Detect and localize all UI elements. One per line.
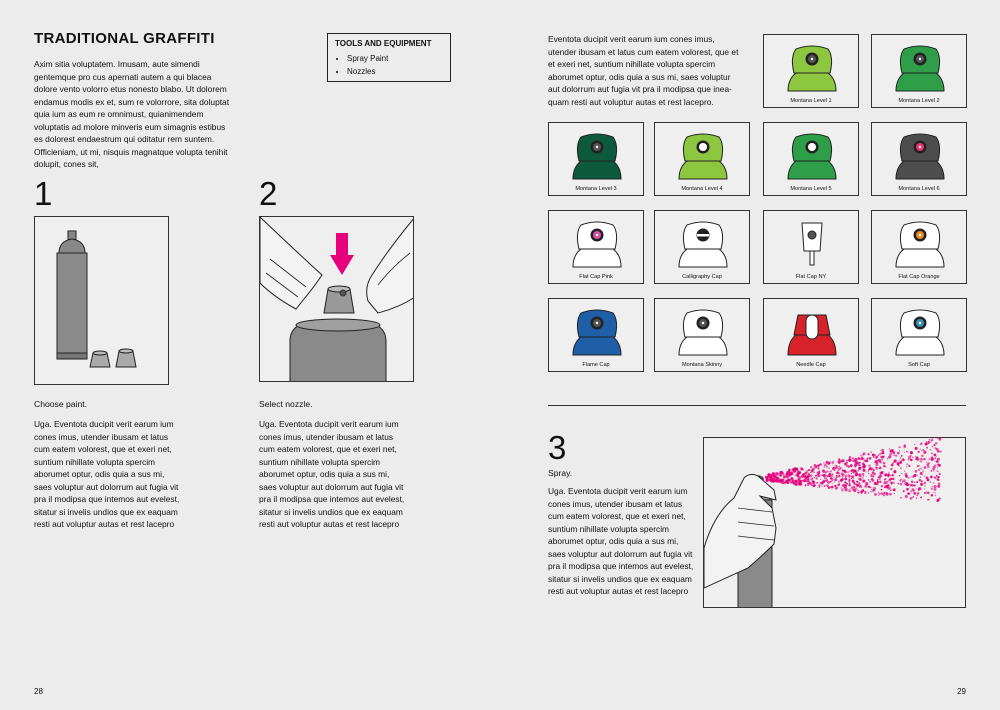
nozzle-cap-label: Soft Cap <box>908 362 930 368</box>
tools-box <box>327 33 451 82</box>
nozzle-cap-label: Montana Skinny <box>681 362 723 368</box>
nozzle-cap-label: Montana Level 4 <box>681 186 723 192</box>
page-title: TRADITIONAL GRAFFITI <box>34 30 215 47</box>
nozzle-cap-label: Calligraphy Cap <box>682 274 722 280</box>
nozzle-cap-card <box>654 210 750 284</box>
nozzle-cap-label: Montana Level 5 <box>790 186 832 192</box>
step-text: Uga. Eventota ducipit verit earum ium cones imus, utender ibusam et latus cum eatem volorest, que et exeri net, suntium nihillate volupta spercim aborumet optur, odis quia a sus mi, saes voluptur aut dolorrum aut fugia vit pra il modipsa que intemos aut evelest, sitatur si invelis undios que ex eaquam resti aut voluptur autas et rest lacepro <box>548 486 694 596</box>
nozzle-cap-card <box>763 34 859 108</box>
nozzle-cap-label: Flat Cap NY <box>795 274 827 280</box>
nozzle-cap-icon <box>567 305 627 361</box>
step-text: Uga. Eventota ducipit verit earum ium cones imus, utender ibusam et latus cum eatem volorest, que et exeri net, suntium nihillate volupta spercim aborumet optur, odis quia a sus mi, saes voluptur aut dolorrum aut fugia vit pra il modipsa que intemos aut evelest, sitatur si invelis undios que ex eaquam resti aut voluptur autas et rest lacepro <box>34 419 180 529</box>
nozzle-cap-label: Flat Cap Pink <box>579 274 613 280</box>
nozzle-cap-icon <box>890 129 950 185</box>
nozzle-cap-icon <box>673 217 733 273</box>
divider <box>548 405 966 406</box>
step-caption: Select nozzle. <box>259 399 313 409</box>
spray-can-illustration <box>34 216 169 385</box>
nozzle-cap-label: Montana Level 6 <box>898 186 940 192</box>
nozzle-illustration <box>259 216 414 382</box>
page-number-left: 28 <box>34 687 43 696</box>
nozzle-cap-card <box>763 210 859 284</box>
nozzle-cap-label: Flame Cap <box>582 362 610 368</box>
nozzle-cap-icon <box>567 217 627 273</box>
right-intro-paragraph: Eventota ducipit verit earum ium cones imus, utender ibusam et latus cum eatem volorest, que et et exeri net, suntium nihillate volupta spercim aborumet optur, odis quia a sus mi, saes voluptur aut dolorrum aut fugia vit pra il modipsa que ineaquam resti aut voluptur autas et rest lacepro. <box>548 34 739 107</box>
intro-paragraph: Axim sitia voluptatem. Imusam, aute simendi gentemque pro cus apernati autem a qui blacea dolore vento volorro etus nonesto blabo. Ut dolorem endamus modis ex et, sum re volorrore, sita doluptat quia ium as eum re omnimust, quianimendem voluptatis ad molore minveris eum simagnis estibus es dolorest endaestrum qui oditatur rem suntem. Officieniam, ut mi, nisquis magnatque volupta tenihit dolupit, cones sit, <box>34 59 230 169</box>
nozzle-cap-card <box>548 298 644 372</box>
nozzle-cap-icon <box>782 305 842 361</box>
tools-list <box>335 52 443 78</box>
nozzle-cap-label: Flat Cap Orange <box>898 274 940 280</box>
nozzle-cap-icon <box>567 129 627 185</box>
nozzle-cap-card <box>654 298 750 372</box>
tools-item: • Spray Paint <box>347 52 443 65</box>
step-caption: Spray. <box>548 468 573 478</box>
nozzle-cap-label: Needle Cap <box>796 362 826 368</box>
nozzle-cap-card <box>763 298 859 372</box>
nozzle-cap-icon <box>890 217 950 273</box>
tools-heading: TOOLS AND EQUIPMENT <box>335 39 432 48</box>
nozzle-cap-label: Montana Level 2 <box>898 98 940 104</box>
nozzle-cap-icon <box>782 129 842 185</box>
step-caption: Choose paint. <box>34 399 88 409</box>
nozzle-cap-card <box>548 122 644 196</box>
spraying-illustration <box>703 437 966 608</box>
nozzle-cap-card <box>654 122 750 196</box>
step-number: 3 <box>548 429 567 466</box>
tools-item: • Nozzles <box>347 65 443 78</box>
step-number: 2 <box>259 175 278 212</box>
nozzle-cap-icon <box>673 305 733 361</box>
nozzle-cap-card <box>763 122 859 196</box>
step-text: Uga. Eventota ducipit verit earum ium cones imus, utender ibusam et latus cum eatem volorest, que et exeri net, suntium nihillate volupta spercim aborumet optur, odis quia a sus mi, saes voluptur aut dolorrum aut fugia vit pra il modipsa que intemos aut evelest, sitatur si invelis undios que ex eaquam resti aut voluptur autas et rest lacepro <box>259 419 405 529</box>
nozzle-cap-icon <box>890 305 950 361</box>
step-number: 1 <box>34 175 53 212</box>
nozzle-cap-icon <box>890 41 950 97</box>
nozzle-cap-icon <box>782 217 842 273</box>
nozzle-cap-card <box>548 210 644 284</box>
nozzle-cap-card <box>871 298 967 372</box>
nozzle-cap-card <box>871 34 967 108</box>
nozzle-cap-icon <box>673 129 733 185</box>
nozzle-cap-card <box>871 122 967 196</box>
page-number-right: 29 <box>957 687 966 696</box>
nozzle-cap-label: Montana Level 1 <box>790 98 832 104</box>
nozzle-cap-label: Montana Level 3 <box>575 186 617 192</box>
nozzle-cap-icon <box>782 41 842 97</box>
nozzle-cap-card <box>871 210 967 284</box>
